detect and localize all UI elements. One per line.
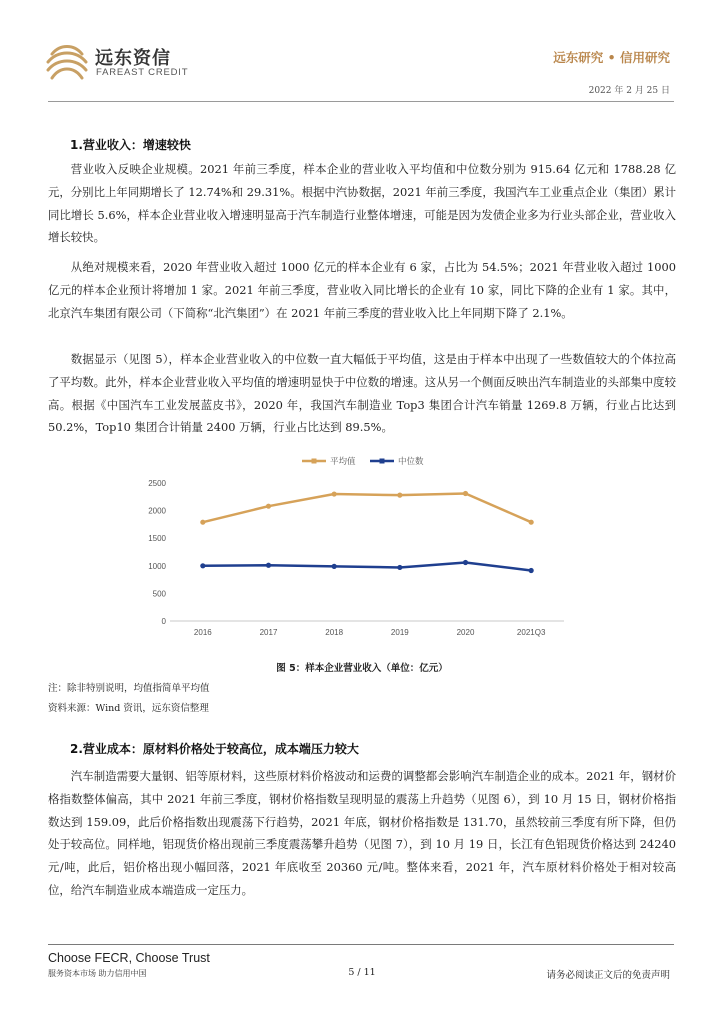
paragraph: 营业收入反映企业规模。2021 年前三季度，样本企业的营业收入平均值和中位数分别为 915.64 亿元和 1788.28 亿元，分别比上年同期增长了 12.74%和 29.31%。根据中汽协数据，2021 年前三季度，我国汽车工业重点企业（集团）累计同比增长 5.6%，样本企业营业收入增速明显高于汽车制造行业整体增速，可能是因为发债企业多为行业头部企业，营业收入增长较快。	[48, 162, 676, 245]
data-point	[266, 563, 271, 568]
page-number: 5 / 11	[348, 967, 376, 978]
figure-source: 资料来源：Wind 资讯，远东资信整理	[48, 703, 209, 714]
series-line-median	[203, 562, 531, 570]
header-divider	[48, 101, 674, 102]
data-point	[200, 520, 205, 525]
paragraph: 汽车制造需要大量钢、铝等原材料，这些原材料价格波动和运费的调整都会影响汽车制造企业的成本。2021 年，钢材价格指数整体偏高，其中 2021 年前三季度，钢材价格指数呈现明显的震荡上升趋势（见图 6），到 10 月 15 日，钢材价格指数达到 159.09，此后价格指数出现震荡下行趋势，2021 年底，钢材价格指数是 131.70，虽然较前三季度有所下降，但仍处于较高位。同样地，铝现货价格出现前三季度震荡攀升趋势（见图 7），到 10 月 19 日，长江有色铝现货价格达到 24240 元/吨，此后，铝价格出现小幅回落，2021 年底收至 20360 元/吨。整体来看，2021 年，汽车原材料价格处于相对较高位，给汽车制造业成本端造成一定压力。	[48, 769, 676, 897]
y-tick-label: 1500	[148, 534, 166, 544]
data-point	[332, 564, 337, 569]
series-line-mean	[203, 493, 531, 522]
data-point	[463, 560, 468, 565]
footer-slogan: Choose FECR, Choose Trust	[48, 951, 210, 965]
data-point	[463, 491, 468, 496]
footer-divider	[48, 944, 674, 945]
legend-label: 中位数	[398, 456, 424, 466]
y-tick-label: 2000	[148, 506, 166, 516]
x-tick-label: 2020	[456, 628, 475, 637]
x-tick-label: 2018	[325, 628, 344, 637]
data-point	[397, 493, 402, 498]
brand-name-cn: 远东资信	[95, 48, 171, 69]
legend-label: 平均值	[330, 456, 356, 466]
y-tick-label: 500	[152, 589, 166, 599]
data-point	[200, 563, 205, 568]
x-tick-label: 2017	[259, 628, 278, 637]
x-tick-label: 2016	[193, 628, 212, 637]
report-date: 2022 年 2 月 25 日	[588, 86, 670, 96]
data-point	[332, 491, 337, 496]
footer-subslogan: 服务资本市场 助力信用中国	[48, 969, 147, 978]
x-tick-label: 2019	[390, 628, 409, 637]
data-point	[529, 520, 534, 525]
y-tick-label: 0	[161, 617, 166, 626]
y-tick-label: 1000	[148, 561, 166, 571]
company-logo	[44, 40, 90, 84]
y-tick-label: 2500	[148, 479, 166, 488]
section-heading-cost: 2.营业成本：原材料价格处于较高位，成本端压力较大	[70, 742, 359, 756]
section-heading-revenue: 1.营业收入：增速较快	[70, 138, 191, 152]
figure-caption: 图 5：样本企业营业收入（单位：亿元）	[276, 663, 448, 674]
x-tick-label: 2021Q3	[516, 628, 546, 637]
figure-note: 注：除非特别说明，均值指简单平均值	[48, 683, 210, 694]
brand-name-en: FAREAST CREDIT	[96, 67, 189, 78]
data-point	[529, 568, 534, 573]
revenue-line-chart	[140, 448, 580, 648]
data-point	[266, 504, 271, 509]
footer-disclaimer: 请务必阅读正文后的免责声明	[546, 970, 670, 981]
legend-marker	[312, 459, 317, 464]
paragraph: 数据显示（见图 5），样本企业营业收入的中位数一直大幅低于平均值，这是由于样本中出现了一些数值较大的个体拉高了平均数。此外，样本企业营业收入平均值的增速明显快于中位数的增速。这从另一个侧面反映出汽车制造业的头部集中度较高。根据《中国汽车工业发展蓝皮书》，2020 年，我国汽车制造业 Top3 集团合计汽车销量 1269.8 万辆，行业占比达到 50.2%，Top10 集团合计销量 2400 万辆，行业占比达到 89.5%。	[48, 352, 676, 435]
header-tag: 远东研究 • 信用研究	[553, 50, 670, 65]
paragraph: 从绝对规模来看，2020 年营业收入超过 1000 亿元的样本企业有 6 家，占比为 54.5%；2021 年营业收入超过 1000 亿元的样本企业预计将增加 1 家。2021 年前三季度，营业收入同比增长的企业有 10 家，同比下降的企业有 1 家。其中，北京汽车集团有限公司（下简称“北汽集团”）在 2021 年前三季度的营业收入比上年同期下降了 2.1%。	[48, 260, 676, 320]
legend-marker	[380, 459, 385, 464]
data-point	[397, 565, 402, 570]
